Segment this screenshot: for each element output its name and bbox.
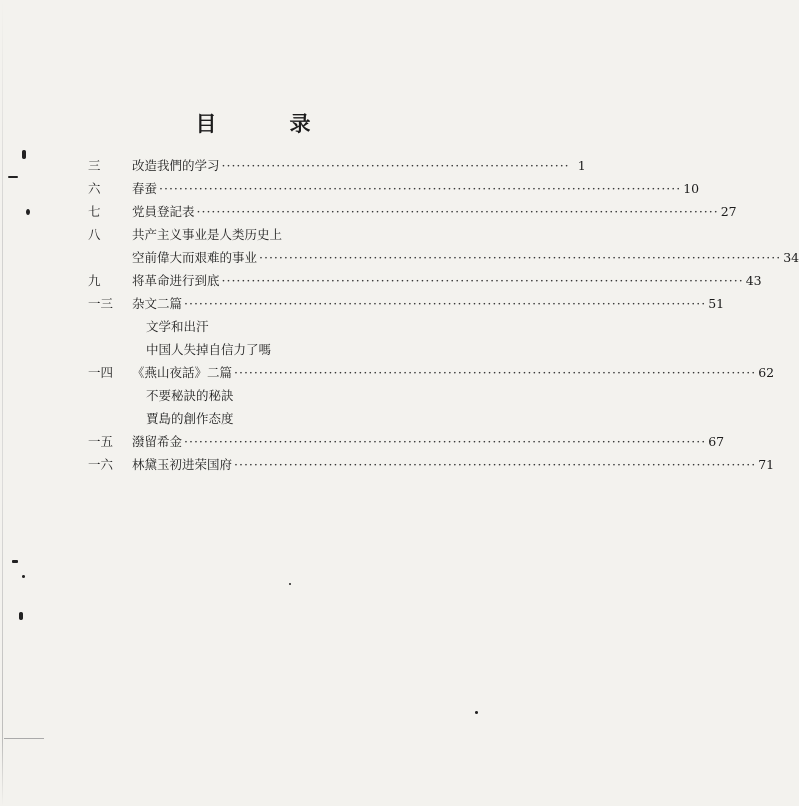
toc-title: 空前偉大而艰难的事业: [132, 250, 258, 265]
toc-leader: ·········································································································: [234, 365, 757, 380]
page-title: 目 录: [195, 112, 337, 136]
toc-page: 67: [708, 434, 725, 449]
toc-number: 六: [88, 181, 101, 196]
toc-page: 1: [577, 158, 586, 173]
toc-page: 43: [745, 273, 762, 288]
toc-number: 三: [88, 158, 101, 173]
toc-title: 《燕山夜話》二篇: [132, 365, 233, 380]
toc-title: 将革命进行到底: [132, 273, 220, 288]
scan-speck: [12, 560, 18, 563]
scan-speck: [475, 711, 478, 714]
toc-page: 51: [708, 296, 725, 311]
toc-row: [86, 386, 476, 409]
toc-title: 共产主义事业是人类历史上: [132, 227, 283, 242]
scan-speck: [19, 612, 23, 620]
toc-row: [86, 432, 725, 455]
toc-subtitle: 賈島的創作态度: [146, 411, 234, 426]
toc-page: 34: [783, 250, 799, 265]
toc-row: [86, 294, 725, 317]
scan-edge-bottom: [4, 738, 44, 739]
scan-speck: [22, 575, 25, 578]
toc-row: [86, 363, 775, 386]
scan-speck: [289, 583, 291, 585]
scan-speck: [22, 150, 26, 159]
toc-page: 71: [758, 457, 775, 472]
toc-leader: ······································································: [221, 158, 570, 173]
toc-row: [86, 248, 799, 271]
toc-row: [86, 202, 737, 225]
toc-row: [86, 409, 476, 432]
toc-leader: ·········································································································: [184, 296, 707, 311]
toc-subtitle: 中国人失掉自信力了嗎: [146, 342, 272, 357]
toc-row: [86, 340, 476, 363]
toc-subtitle: 不要秘訣的秘訣: [146, 388, 234, 403]
toc-row: [86, 179, 700, 202]
toc-row: [86, 317, 476, 340]
toc-page: 27: [720, 204, 737, 219]
toc-page: 62: [758, 365, 775, 380]
toc-leader: ·········································································································: [259, 250, 782, 265]
toc-leader: ·········································································································: [159, 181, 682, 196]
scan-speck: [8, 176, 18, 178]
toc-number: 八: [88, 227, 101, 242]
toc-number: 一六: [88, 457, 114, 472]
toc-number: 七: [88, 204, 101, 219]
toc-row: [86, 225, 476, 248]
toc-leader: ·········································································································: [184, 434, 707, 449]
toc-subtitle: 文学和出汗: [146, 319, 209, 334]
toc-title: 林黛玉初进荣国府: [132, 457, 233, 472]
toc-title: 党員登記表: [132, 204, 195, 219]
toc-title: 改造我們的学习: [132, 158, 220, 173]
toc-number: 一五: [88, 434, 114, 449]
toc-number: 九: [88, 273, 101, 288]
toc-leader: ·········································································································: [196, 204, 719, 219]
toc-page: 10: [683, 181, 700, 196]
toc-leader: ·········································································································: [234, 457, 757, 472]
toc-leader: ·········································································································: [221, 273, 744, 288]
toc-row: [86, 455, 775, 478]
toc-title: 杂文二篇: [132, 296, 183, 311]
toc-row: [86, 271, 762, 294]
table-of-contents: [86, 156, 799, 478]
toc-title: 潑留希金: [132, 434, 183, 449]
toc-row: [86, 156, 586, 179]
toc-number: 一四: [88, 365, 114, 380]
toc-number: 一三: [88, 296, 114, 311]
toc-title: 春蚕: [132, 181, 158, 196]
scan-speck: [26, 209, 30, 215]
